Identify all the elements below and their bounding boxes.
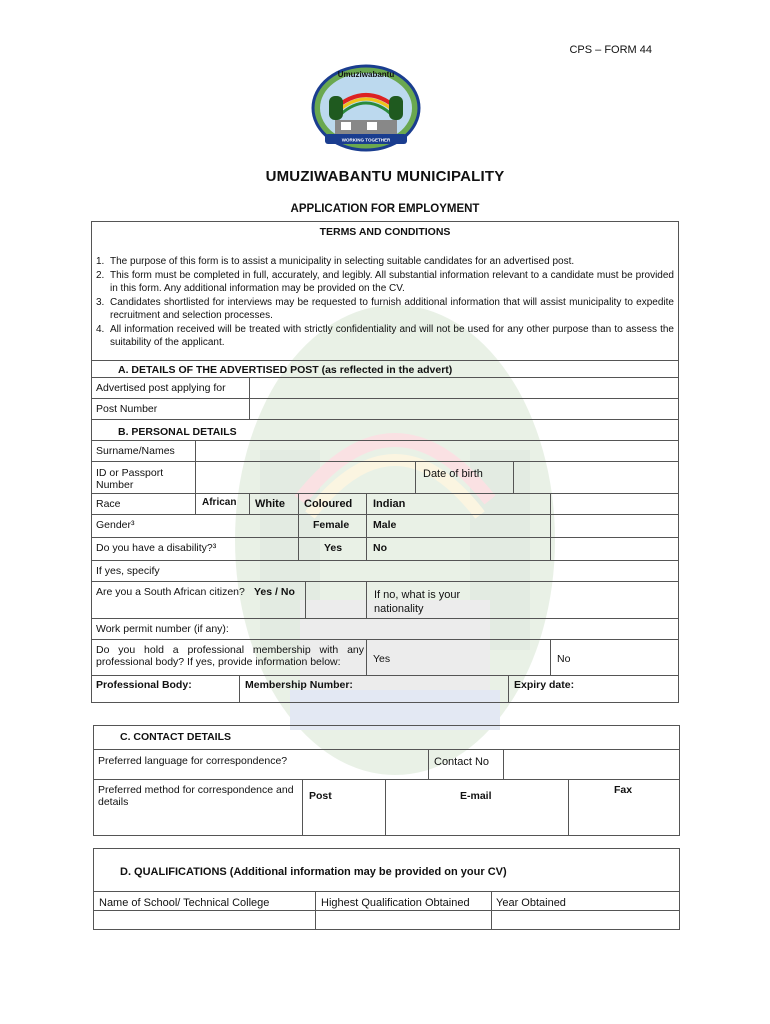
section-a-heading: A. DETAILS OF THE ADVERTISED POST (as reflected in the advert) (118, 364, 453, 376)
terms-item: 1. The purpose of this form is to assist a municipality in selecting suitable candidates for an advertised post. (96, 256, 575, 267)
surname-label: Surname/Names (96, 445, 175, 457)
org-title: UMUZIWABANTU MUNICIPALITY (265, 168, 505, 185)
section-d-heading: D. QUALIFICATIONS (Additional information may be provided on your CV) (120, 866, 507, 878)
form-number: CPS – FORM 44 (569, 44, 652, 56)
professional-no[interactable]: No (557, 653, 571, 665)
school-column-header: Name of School/ Technical College (99, 897, 270, 909)
advertised-post-label: Advertised post applying for (96, 382, 226, 394)
terms-item: 4. All information received will be treated with strictly confidentiality and will not be used for any other purpose than to assess the suitability of the applicant. (96, 323, 674, 348)
terms-heading: TERMS AND CONDITIONS (319, 226, 451, 238)
terms-item: 2. This form must be completed in full, accurately, and legibly. All substantial information relevant to a candidate must be provided in this form. Any additional information may be provided on the CV. (96, 269, 674, 294)
terms-list (96, 255, 674, 350)
citizen-options[interactable]: Yes / No (254, 586, 295, 598)
preferred-language-label: Preferred language for correspondence? (98, 755, 288, 767)
gender-label: Gender³ (96, 519, 135, 531)
disability-label: Do you have a disability?³ (96, 542, 217, 554)
logo-motto: WORKING TOGETHER (341, 137, 391, 143)
post-label: Post (309, 790, 332, 802)
section-c-heading: C. CONTACT DETAILS (120, 731, 232, 743)
race-option-white[interactable]: White (255, 498, 285, 510)
municipality-logo (311, 64, 421, 152)
expiry-date-label: Expiry date: (514, 679, 575, 691)
year-obtained-column-header: Year Obtained (496, 897, 566, 909)
highest-qualification-column-header: Highest Qualification Obtained (321, 897, 470, 909)
post-number-label: Post Number (96, 403, 158, 415)
race-label: Race (96, 498, 121, 510)
disability-option-no[interactable]: No (373, 542, 387, 554)
qualifications-box (93, 848, 680, 930)
professional-membership-label: Do you hold a professional membership with any professional body? If yes, provide information below: (96, 644, 364, 668)
section-b-heading: B. PERSONAL DETAILS (118, 426, 237, 438)
if-yes-specify-label: If yes, specify (96, 565, 160, 577)
race-option-indian[interactable]: Indian (373, 498, 406, 510)
gender-option-female[interactable]: Female (313, 519, 350, 531)
terms-item: 3. Candidates shortlisted for interviews may be requested to furnish additional information that will assist municipality to expedite recruitment and selection processes. (96, 296, 674, 321)
gender-option-male[interactable]: Male (373, 519, 397, 531)
date-of-birth-label: Date of birth (423, 468, 483, 480)
citizen-label: Are you a South African citizen? (96, 586, 245, 598)
race-option-african[interactable]: African (202, 497, 237, 508)
logo-name: Umuziwabantu (337, 70, 395, 79)
membership-number-label: Membership Number: (245, 679, 353, 691)
email-label: E-mail (460, 790, 492, 802)
id-passport-label: ID or Passport Number (96, 467, 164, 491)
race-option-coloured[interactable]: Coloured (304, 498, 353, 510)
contact-no-label: Contact No (434, 756, 490, 768)
preferred-method-label: Preferred method for correspondence and details (98, 784, 294, 808)
professional-yes[interactable]: Yes (373, 653, 391, 665)
professional-body-label: Professional Body: (96, 679, 192, 691)
fax-label: Fax (614, 784, 633, 796)
work-permit-label: Work permit number (if any): (96, 623, 229, 635)
disability-option-yes[interactable]: Yes (324, 542, 343, 554)
nationality-label: If no, what is your nationality (374, 589, 461, 615)
application-title: APPLICATION FOR EMPLOYMENT (290, 203, 480, 215)
